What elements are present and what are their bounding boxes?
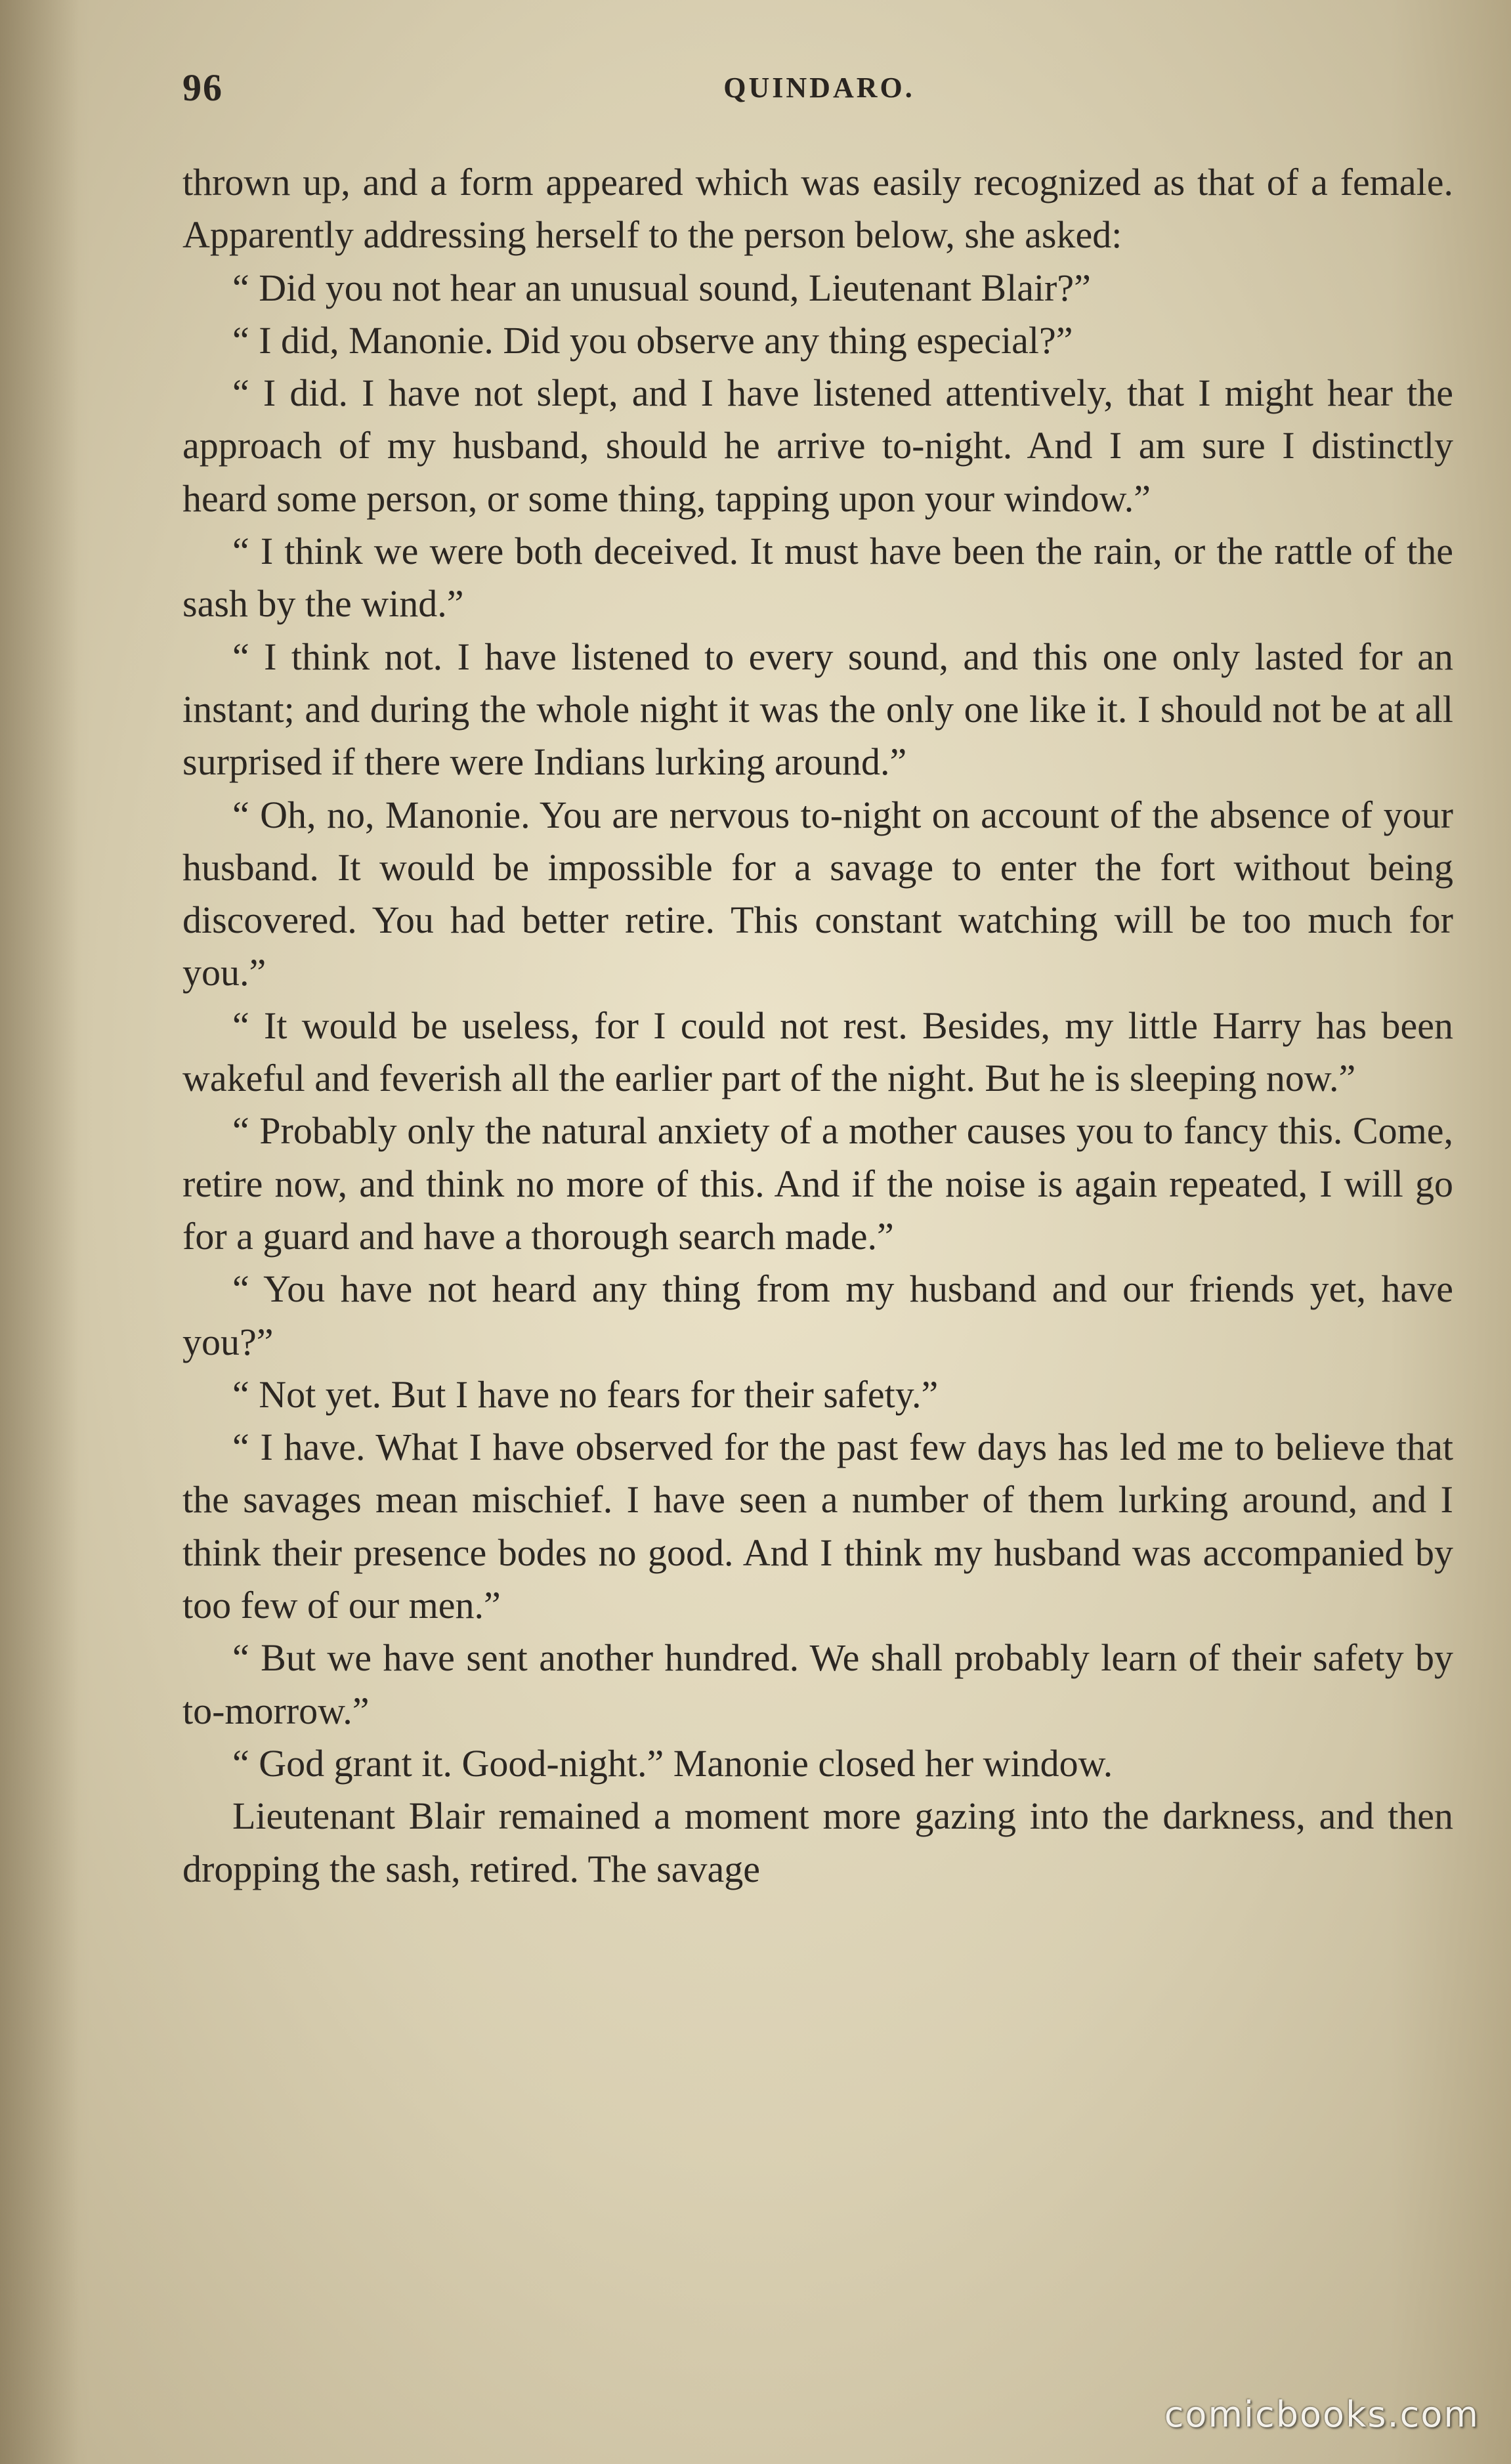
paragraph: “ I did. I have not slept, and I have listened attentively, that I might hear the approach of my husband, should he arrive to-night. And I am sure I distinctly heard some person, or some thing, tapping upon your window.”: [182, 372, 1453, 520]
paragraph: “ You have not heard any thing from my husband and our friends yet, have you?”: [182, 1267, 1453, 1363]
paragraph: “ Probably only the natural anxiety of a mother causes you to fancy this. Come, retire now, and think no more of this. And if the noise is again repeated, I will go for a guard and have a thorough search made.”: [182, 1109, 1453, 1258]
paragraph: Lieutenant Blair remained a moment more gazing into the darkness, and then dropping the sash, retired. The savage: [182, 1795, 1453, 1890]
paragraph: “ I did, Manonie. Did you observe any thing especial?”: [232, 318, 1073, 362]
paragraph: “ I think not. I have listened to every sound, and this one only lasted for an instant; and during the whole night it was the only one like it. I should not be at all surprised if there were Indians lurking around.”: [182, 635, 1453, 784]
page-header: [182, 66, 1456, 112]
running-head: QUINDARO.: [723, 72, 915, 104]
body-text: [182, 156, 1453, 1896]
paragraph: “ Not yet. But I have no fears for their safety.”: [232, 1372, 939, 1416]
paragraph: “ I think we were both deceived. It must have been the rain, or the rattle of the sash by the wind.”: [182, 530, 1453, 626]
paragraph: “ It would be useless, for I could not rest. Besides, my little Harry has been wakeful and feverish all the earlier part of the night. But he is sleeping now.”: [182, 1004, 1453, 1100]
page-number: 96: [182, 66, 223, 109]
paragraph: “ I have. What I have observed for the past few days has led me to believe that the savages mean mischief. I have seen a number of them lurking around, and I think their presence bodes no good. And I think my husband was accompanied by too few of our men.”: [182, 1426, 1453, 1627]
paragraph: “ Oh, no, Manonie. You are nervous to-night on account of the absence of your husband. It would be impossible for a savage to enter the fort without being discovered. You had better retire. This constant watching will be too much for you.”: [182, 793, 1453, 994]
paragraph: thrown up, and a form appeared which was easily recognized as that of a female. Apparently addressing herself to the person below, she asked:: [182, 161, 1453, 257]
paragraph: “ Did you not hear an unusual sound, Lieutenant Blair?”: [232, 266, 1091, 309]
spine-shadow: [0, 0, 79, 2464]
watermark: comicbooks.com: [1164, 2394, 1479, 2435]
paragraph: “ But we have sent another hundred. We shall probably learn of their safety by to-morrow.”: [182, 1636, 1453, 1732]
paragraph: “ God grant it. Good-night.” Manonie closed her window.: [232, 1741, 1113, 1785]
